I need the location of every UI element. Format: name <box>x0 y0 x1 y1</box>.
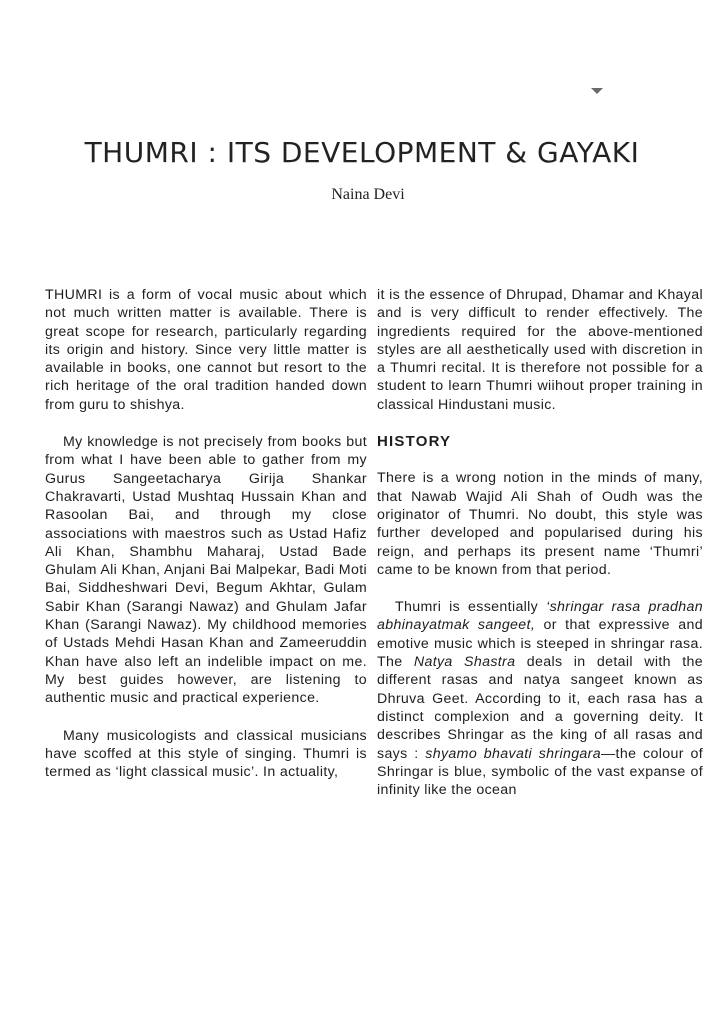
right-column <box>377 286 703 818</box>
text-run: deals in detail with the different rasas and natya sangeet known as Dhruva Geet. According to it, each rasa has a distinct complexion and a governing deity. It describes Shringar as the king of all rasas and says : <box>377 654 703 762</box>
paragraph-essence: it is the essence of Dhrupad, Dhamar and Khayal and is very difficult to render effectively. The ingredients required for the above-mentioned styles are all aesthetically used with discretion in a Thumri recital. It is therefore not possible for a student to learn Thumri wiihout proper training in classical Hindustani music. <box>377 287 703 413</box>
paragraph-knowledge: My knowledge is not precisely from books but from what I have been able to gather from my Gurus Sangeetacharya Girija Shankar Chakravarti, Ustad Mushtaq Hussain Khan and Rasoolan Bai, and through my close associations with maestros such as Ustad Hafiz Ali Khan, Shambhu Maharaj, Ustad Bade Ghulam Ali Khan, Anjani Bai Malpekar, Badi Moti Bai, Siddheshwari Devi, Begum Akhtar, Gulam Sabir Khan (Sarangi Nawaz) and Ghulam Jafar Khan (Sarangi Nawaz). My childhood memories of Ustads Mehdi Hasan Khan and Zameeruddin Khan have also left an indelible impact on me. My best guides however, are listening to authentic music and practical experience. <box>45 434 367 707</box>
text-run: Thumri is essentially <box>395 599 547 616</box>
paragraph-musicologists: Many musicologists and classical musicians have scoffed at this style of singing. Thumri is termed as ‘light classical music’. In actuality, <box>45 727 367 781</box>
italic-quote: shyamo bhavati shringara <box>425 745 601 762</box>
corner-triangle-mark <box>591 88 603 94</box>
section-heading-history: HISTORY <box>377 433 452 451</box>
paragraph-intro: THUMRI is a form of vocal music about which not much written matter is available. There is great scope for research, particularly regarding its origin and history. Since very little matter is available in books, one cannot but resort to the rich heritage of the oral tradition handed down from guru to shishya. <box>45 287 367 413</box>
author-name: Naina Devi <box>331 186 405 203</box>
italic-term: ‘shringar rasa pradhan abhinayatmak sangeet, <box>377 599 703 634</box>
left-column <box>45 286 367 800</box>
italic-title-natya-shastra: Natya Shastra <box>413 654 516 671</box>
paragraph-history-notion: There is a wrong notion in the minds of many, that Nawab Wajid Ali Shah of Oudh was the originator of Thumri. No doubt, this style was further developed and popularised during his reign, and perhaps its present name ‘Thumri’ came to be known from that period. <box>377 470 703 578</box>
text-run: or that expressive and emotive music which is steeped in shringar rasa. The <box>377 617 703 671</box>
article-title: THUMRI : ITS DEVELOPMENT & GAYAKI <box>84 136 640 169</box>
paragraph-shringar <box>377 598 703 799</box>
text-run: —the colour of Shringar is blue, symbolic of the vast expanse of infinity like the ocean <box>377 745 704 799</box>
